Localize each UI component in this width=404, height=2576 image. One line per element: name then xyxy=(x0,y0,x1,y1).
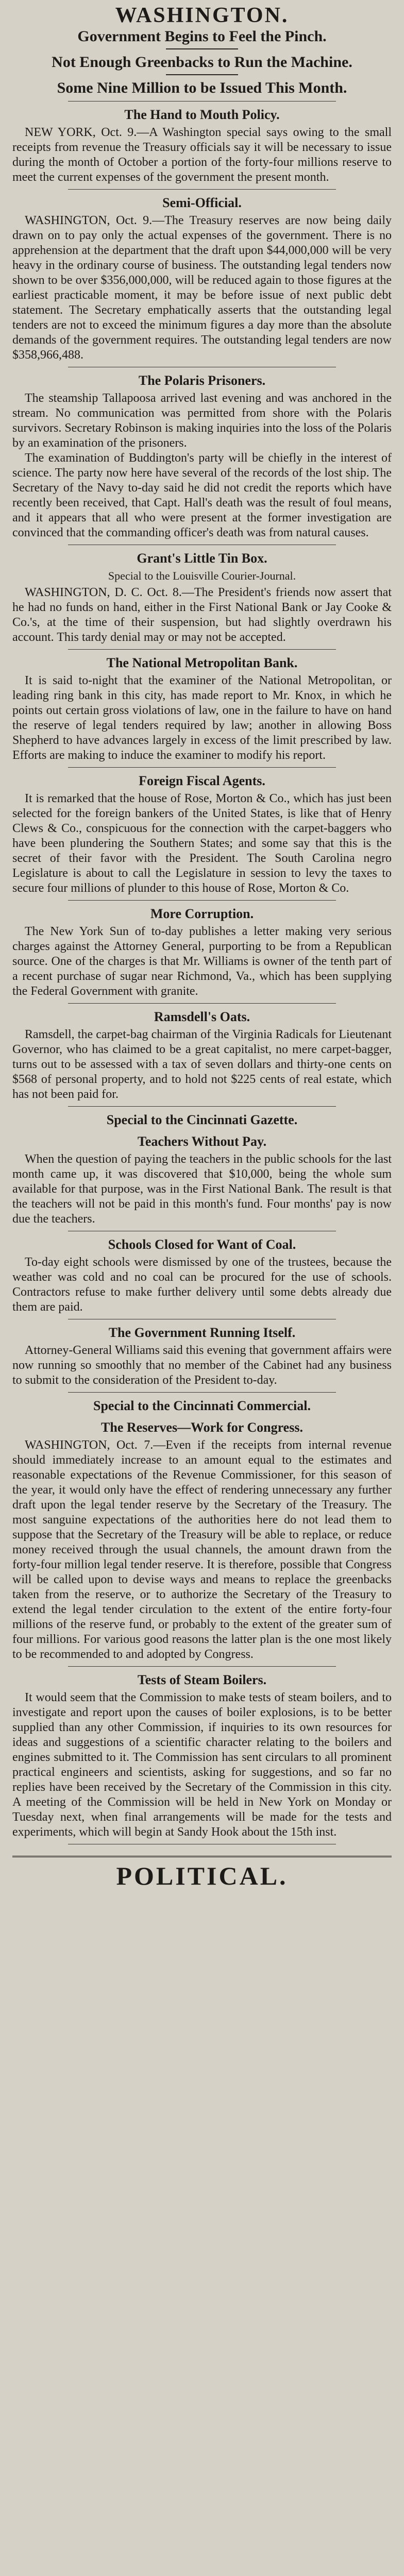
article-section xyxy=(12,655,392,768)
body-paragraph: WASHINGTON, D. C. Oct. 8.—The President's friends now assert that he had no funds on hand, either in the First National Bank or Jay Cooke & Co.'s, at the time of their suspension, but had slightly overdrawn his account. This tardy denial may or may not be accepted. xyxy=(12,586,392,644)
article-section xyxy=(12,1009,392,1107)
section-heading: The Hand to Mouth Policy. xyxy=(124,107,280,122)
body-paragraph: Attorney-General Williams said this evening that government affairs were now running so smoothly that no member of the Cabinet had any business to submit to the consideration of the President to-day. xyxy=(12,1344,392,1387)
article-section xyxy=(12,773,392,901)
deck-line-3: Some Nine Million to be Issued This Month. xyxy=(57,79,347,96)
section-divider xyxy=(68,1106,336,1107)
section-divider xyxy=(68,767,336,768)
body-paragraph: The examination of Buddington's party will be chiefly in the interest of science. The party now here have several of the records of the lost ship. The Secretary of the Navy to-day said he did not credit the reports which have recently been received, that Capt. Hall's death was the result of foul means, and it appears that all who were present at the former investigation are convinced that the commanding officer's death was from natural causes. xyxy=(12,451,392,539)
footer-divider xyxy=(12,1856,392,1857)
footer-section-title: POLITICAL. xyxy=(116,1861,288,1890)
headline: WASHINGTON. xyxy=(115,4,289,27)
body-paragraph: When the question of paying the teachers in the public schools for the last month came up, it was discovered that $10,000, being the whole sum available for that purpose, was in the First National Bank. The result is that the teachers will not be paid in this month's fund. Four months' pay is now due the teachers. xyxy=(12,1153,392,1226)
article-section xyxy=(12,107,392,190)
deck-line-2: Not Enough Greenbacks to Run the Machine. xyxy=(52,54,352,71)
section-divider xyxy=(68,1666,336,1667)
section-heading: Special to the Cincinnati Gazette. xyxy=(106,1112,298,1127)
section-heading: The Government Running Itself. xyxy=(108,1325,296,1340)
section-divider xyxy=(68,189,336,190)
article-section xyxy=(12,906,392,1004)
section-heading: Semi-Official. xyxy=(162,195,242,210)
section-divider xyxy=(68,1392,336,1393)
article-section xyxy=(12,1672,392,1844)
section-heading: Tests of Steam Boilers. xyxy=(137,1672,267,1687)
section-heading: The Polaris Prisoners. xyxy=(138,373,266,388)
article-section xyxy=(12,550,392,650)
section-divider xyxy=(68,649,336,650)
body-paragraph: The New York Sun of to-day publishes a letter making very serious charges against the Attorney General, purporting to be from a Republican source. One of the charges is that Mr. Williams is owner of the tenth part of a recent purchase of sugar near Richmond, Va., which has been supplying the Federal Government with granite. xyxy=(12,925,392,998)
section-divider xyxy=(68,1003,336,1004)
body-paragraph: WASHINGTON, Oct. 9.—The Treasury reserves are now being daily drawn on to pay only the actual expenses of the government. There is no apprehension at the department that the draft upon $44,000,000 will be very heavy in the ordinary course of business. The outstanding legal tenders now shown to be over $356,000,000, will be reduced again to those figures at the earliest practicable moment, it may be before issue of next public debt statement. The Secretary emphatically asserts that the outstanding legal tenders are not to exceed the minimum figures a day more than the absolute demands of the government requires. The outstanding legal tenders are now $358,966,488. xyxy=(12,214,392,362)
body-paragraph: It is said to-night that the examiner of the National Metropolitan, or leading ring bank in this city, has made report to Mr. Knox, in which he points out certain gross violations of law, one in the failure to have on hand the reserve of legal tenders required by law; another in allowing Boss Shepherd to have advances largely in excess of the limit prescribed by law. Efforts are making to induce the examiner to modify his report. xyxy=(12,674,392,762)
body-paragraph: To-day eight schools were dismissed by one of the trustees, because the weather was cold and no coal can be procured for the use of schools. Contractors refuse to make further delivery until some debts already due them are paid. xyxy=(12,1256,392,1314)
body-paragraph: The steamship Tallapoosa arrived last evening and was anchored in the stream. No communication was permitted from shore with the Polaris survivors. Secretary Robinson is making inquiries into the loss of the Polaris by an examination of the prisoners. xyxy=(12,392,392,450)
article-section xyxy=(12,1112,392,1231)
body-paragraph: Ramsdell, the carpet-bag chairman of the Virginia Radicals for Lieutenant Governor, who has claimed to be a great capitalist, no mere carpet-bagger, turns out to be assessed with a tax of seven dollars and thirty-one cents on $568 of personal property, and to hold not $225 cents of real estate, which has not been paid for. xyxy=(12,1028,392,1101)
body-paragraph: NEW YORK, Oct. 9.—A Washington special says owing to the small receipts from revenue the Treasury officials say it will be necessary to issue during the month of October a portion of the forty-four millions reserve to meet the current expenses of the government the present month. xyxy=(12,126,392,184)
article-sections xyxy=(12,107,392,1844)
deck-line-1: Government Begins to Feel the Pinch. xyxy=(77,28,327,45)
deck-divider xyxy=(166,48,238,49)
section-heading: The National Metropolitan Bank. xyxy=(106,655,298,670)
section-heading: Special to the Cincinnati Commercial. xyxy=(93,1398,311,1413)
section-subheading: Teachers Without Pay. xyxy=(137,1134,267,1149)
newspaper-column xyxy=(12,0,392,1891)
body-paragraph: It would seem that the Commission to make tests of steam boilers, and to investigate and report upon the causes of boiler explosions, is to be better supplied than any other Commission, if inquiries to its own resources for ideas and suggestions of a scientific character relating to the boilers and engines submitted to it. The Commission has sent circulars to all prominent practical engineers and scientists, asking for suggestions, and so far no replies have been received by the Secretary of the Commission in this city. A meeting of the Commission will be held in New York on Monday or Tuesday next, when final arrangements will be made for the tests and experiments, which will begin at Sandy Hook about the 15th inst. xyxy=(12,1691,392,1839)
body-paragraph: It is remarked that the house of Rose, Morton & Co., which has just been selected for the foreign bankers of the United States, is like that of Henry Clews & Co., conspicuous for the connection with the carpet-baggers who have been plundering the Southern States; and some say that this is the secret of their favor with the President. The South Carolina negro Legislature is about to call the Legislature in session to levy the taxes to secure four millions of plunder to this house of Rose, Morton & Co. xyxy=(12,792,392,895)
article-section xyxy=(12,1236,392,1319)
article-section xyxy=(12,372,392,545)
section-heading: More Corruption. xyxy=(150,906,254,921)
special-dispatch-note: Special to the Louisville Courier-Journal. xyxy=(108,569,296,582)
deck-divider-2 xyxy=(166,74,238,75)
article-section xyxy=(12,1325,392,1393)
section-subheading: The Reserves—Work for Congress. xyxy=(101,1420,303,1435)
section-heading: Ramsdell's Oats. xyxy=(154,1009,250,1024)
section-heading: Schools Closed for Want of Coal. xyxy=(108,1237,296,1252)
section-divider xyxy=(68,900,336,901)
section-heading: Grant's Little Tin Box. xyxy=(137,551,267,566)
body-paragraph: WASHINGTON, Oct. 7.—Even if the receipts from internal revenue should immediately increase to an amount equal to the estimates and reasonable expectations of the Revenue Commissioner, for this season of the year, it would only have the effect of rendering unnecessary any further draft upon the legal tender reserve by the Secretary of the Treasury. The most sanguine expectations of the authorities here do not lead them to suppose that the Secretary of the Treasury will be able to replace, or reduce money received through the usual channels, the amount drawn from the forty-four million legal tender reserve. It is therefore, possible that Congress will be called upon to devise ways and means to replace the greenbacks taken from the reserve, or to authorize the Secretary of the Treasury to extend the legal tender circulation to the extent of the entire forty-four millions of the reserve fund, or probably to the extent of the greater sum of four millions. For various good reasons the latter plan is the one most likely to be recommended to and adopted by Congress. xyxy=(12,1438,392,1661)
section-heading: Foreign Fiscal Agents. xyxy=(139,773,265,788)
article-section xyxy=(12,1398,392,1667)
article-section xyxy=(12,195,392,367)
